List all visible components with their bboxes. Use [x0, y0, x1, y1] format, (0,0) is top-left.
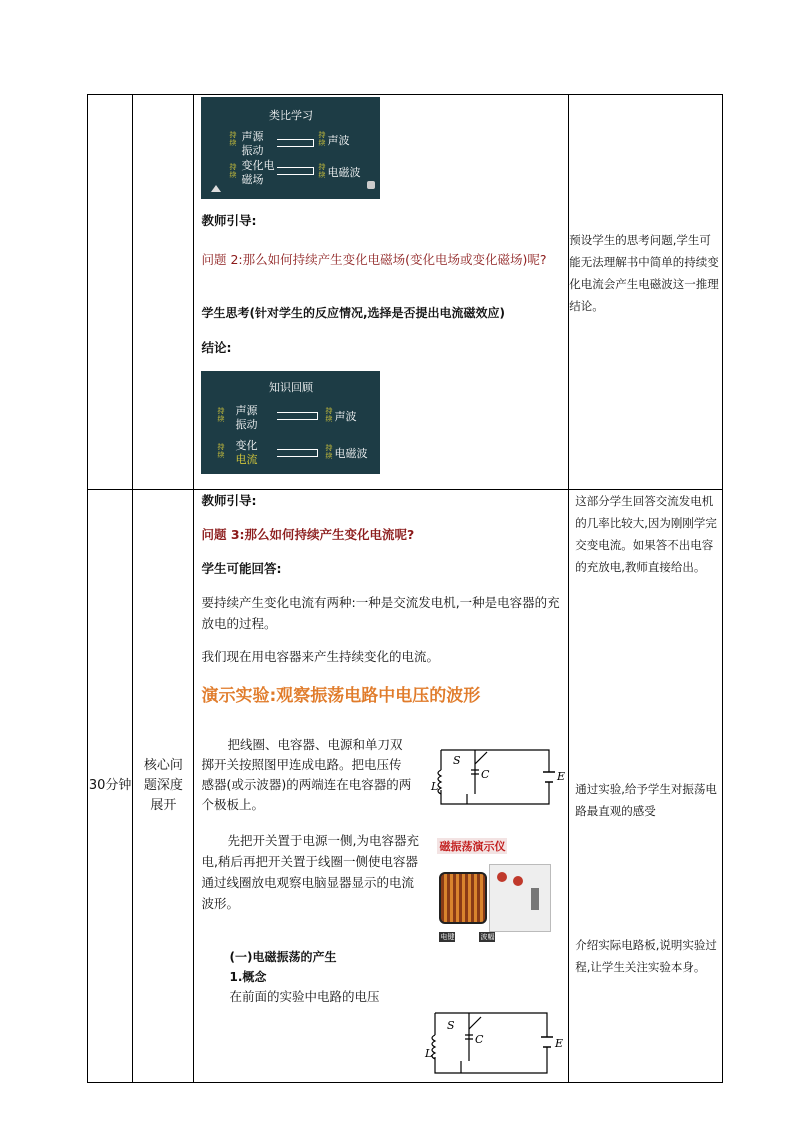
activity-cell [194, 490, 569, 1083]
experiment-paragraph-1: 把线圈、电容器、电源和单刀双掷开关按照图甲连成电路。把电压传感器(或示波器)的两端连在电容器的两个极板上。 [201, 737, 412, 812]
note-cell [569, 490, 723, 1083]
student-may-answer: 学生可能回答: [201, 561, 282, 576]
teacher-guide: 教师引导: [201, 213, 257, 228]
keyword-label: 持续 [318, 131, 326, 147]
battery-label: E [555, 1037, 564, 1050]
table-row [88, 95, 723, 490]
answer-text: 要持续产生变化电流有两种:一种是交流发电机,一种是电容器的充放电的过程。 [201, 595, 560, 631]
switch-label: S [447, 1019, 456, 1032]
slide-result: 电磁波 [334, 447, 368, 460]
time-cell [88, 490, 133, 1083]
slide-label: 电流 [235, 453, 258, 466]
arrow-icon [277, 167, 314, 175]
section-heading: (一)电磁振荡的产生 [229, 950, 337, 964]
activity-cell [194, 95, 569, 490]
component-icon [531, 888, 539, 910]
slide-result: 声波 [327, 134, 350, 147]
photo-label: 电键 [440, 933, 455, 941]
use-capacitor-text: 我们现在用电容器来产生持续变化的电流。 [201, 649, 439, 664]
arrow-icon [277, 449, 318, 457]
note-text: 介绍实际电路板,说明实验过程,让学生关注实验本身。 [575, 938, 717, 974]
slide-title: 知识回顾 [268, 381, 313, 394]
battery-label: E [557, 770, 566, 783]
question-3: 问题 3:那么如何持续产生变化电流呢? [201, 527, 415, 542]
photo-label: 波幅 [480, 933, 495, 941]
note-text: 通过实验,给予学生对振荡电路最直观的感受 [575, 782, 717, 818]
question-2: 问题 2:那么如何持续产生变化电磁场(变化电场或变化磁场)呢? [201, 252, 547, 267]
time-cell [88, 95, 133, 490]
switch-label: S [453, 754, 462, 767]
photo-title: 磁振荡演示仪 [439, 840, 506, 853]
slide-result: 电磁波 [327, 166, 361, 179]
keyword-label: 持续 [217, 443, 225, 459]
slide-label: 声源振动 [235, 404, 258, 431]
keyword-label: 持续 [229, 131, 237, 147]
keyword-label: 持续 [318, 163, 326, 179]
note-text: 这部分学生回答交流发电机的几率比较大,因为刚刚学完交变电流。如果答不出电容的充放电,教师直接给出。 [575, 494, 717, 574]
experiment-paragraph-2: 先把开关置于电源一侧,为电容器充电,稍后再把开关置于线圈一侧使电容器通过线圈放电观察电脑显器显示的电流波形。 [201, 833, 419, 911]
oscillation-demo-photo [435, 836, 551, 948]
capacitor-label: C [475, 1033, 484, 1046]
lesson-plan-table [87, 94, 723, 1083]
concept-heading: 1.概念 [229, 970, 267, 984]
note-text: 预设学生的思考问题,学生可能无法理解书中简单的持续变化电流会产生电磁波这一推理结论。 [569, 233, 719, 313]
keyword-label: 持续 [229, 163, 237, 179]
capacitor-label: C [481, 768, 490, 781]
time-text: 30分钟 [88, 778, 132, 793]
teacher-guide: 教师引导: [201, 493, 257, 508]
corner-triangle-icon [211, 185, 221, 192]
analogy-slide [201, 97, 380, 199]
arrow-icon [277, 412, 318, 420]
conclusion-label: 结论: [201, 340, 232, 355]
slide-label: 声源振动 [241, 130, 264, 157]
keyword-label: 持续 [325, 444, 333, 460]
arrow-icon [277, 139, 314, 147]
slide-label: 变化 [235, 439, 258, 452]
demo-title: 演示实验:观察振荡电路中电压的波形 [201, 686, 481, 706]
knowledge-review-slide [201, 371, 380, 474]
stage-cell [133, 490, 194, 1083]
coil-icon [439, 872, 487, 924]
stage-cell [133, 95, 194, 490]
inductor-label: L [431, 780, 439, 793]
slide-title: 类比学习 [268, 109, 313, 122]
concept-text: 在前面的实验中电路的电压 [229, 989, 380, 1004]
table-row [88, 490, 723, 1083]
student-think: 学生思考(针对学生的反应情况,选择是否提出电流磁效应) [201, 306, 506, 320]
inductor-label: L [425, 1047, 433, 1060]
slide-label: 变化电磁场 [241, 159, 275, 186]
keyword-label: 持续 [217, 407, 225, 423]
stage-text: 核心问题深度展开 [143, 758, 183, 813]
note-cell [569, 95, 723, 490]
slide-result: 声波 [334, 410, 357, 423]
circuit-diagram-b [421, 1007, 564, 1079]
keyword-label: 持续 [325, 407, 333, 423]
circuit-diagram-a [427, 744, 567, 810]
speaker-icon [367, 181, 375, 189]
